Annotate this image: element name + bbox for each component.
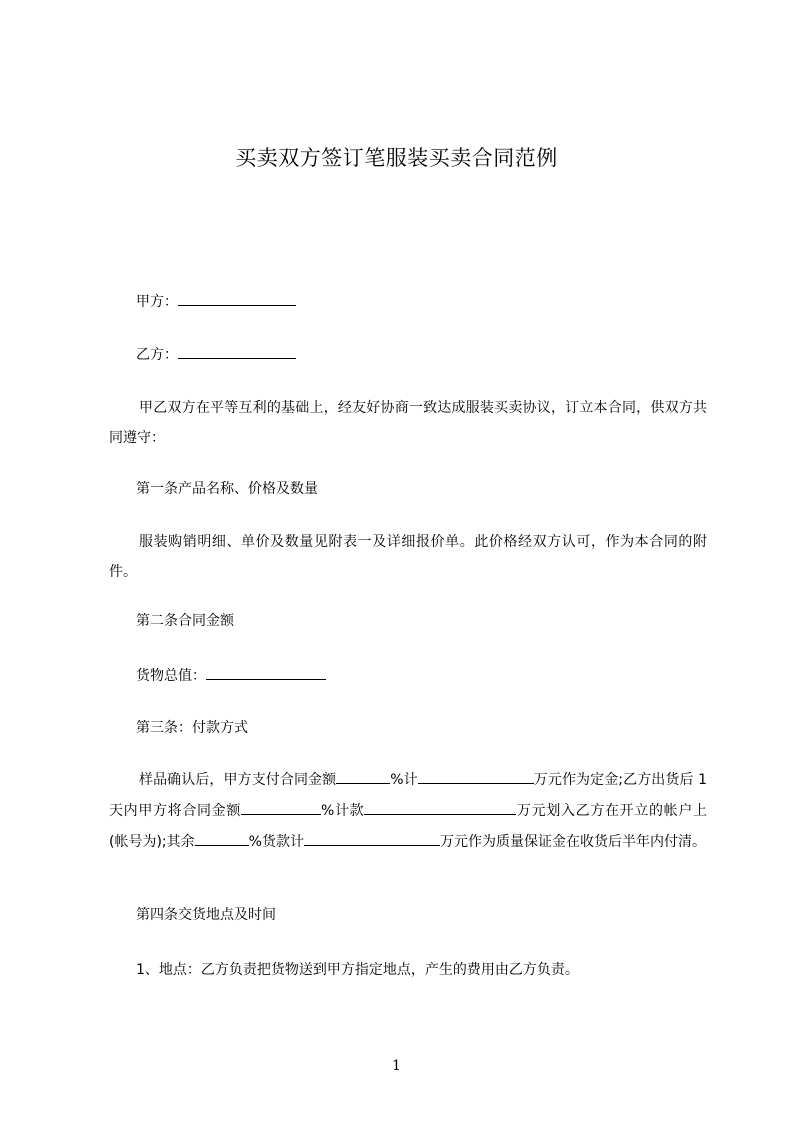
payment-text-3: 万元作为定金;乙方出货后 1 天内甲方将合同金额 — [109, 772, 707, 819]
balance-amount-blank[interactable] — [304, 831, 440, 846]
article1-body: 服装购销明细、单价及数量见附表一及详细报价单。此价格经双方认可，作为本合同的附件。 — [109, 534, 707, 580]
party-b-label: 乙方： — [136, 347, 178, 363]
balance-percent-blank[interactable] — [195, 831, 249, 846]
article2-heading: 第二条合同金额 — [136, 613, 234, 629]
deposit-percent-blank[interactable] — [336, 769, 390, 784]
party-a-label: 甲方： — [136, 294, 178, 310]
document-title: 买卖双方签订笔服装买卖合同范例 — [235, 146, 558, 170]
party-a-blank[interactable] — [178, 291, 296, 306]
payment-percent-blank[interactable] — [241, 800, 321, 815]
payment-paragraph — [109, 765, 707, 858]
article3-heading: 第三条：付款方式 — [136, 720, 248, 736]
total-value-blank[interactable] — [206, 665, 326, 680]
article1-heading: 第一条产品名称、价格及数量 — [136, 481, 318, 497]
delivery-place: 1、地点：乙方负责把货物送到甲方指定地点，产生的费用由乙方负责。 — [136, 962, 579, 978]
page-number: 1 — [392, 1058, 401, 1074]
article4-heading: 第四条交货地点及时间 — [136, 907, 276, 923]
party-a-line — [136, 291, 296, 312]
total-value-line — [136, 665, 326, 686]
total-value-label: 货物总值： — [136, 668, 206, 684]
payment-text-1: 样品确认后，甲方支付合同金额 — [139, 772, 337, 788]
payment-text-4: %计款 — [321, 803, 365, 819]
payment-text-2: %计 — [390, 772, 418, 788]
payment-amount-blank[interactable] — [364, 800, 516, 815]
payment-text-7: 万元作为质量保证金在收货后半年内付清。 — [439, 834, 706, 850]
deposit-amount-blank[interactable] — [418, 769, 534, 784]
party-b-line — [136, 344, 296, 365]
payment-text-6: %货款计 — [248, 834, 304, 850]
payment-text-5: 万元划入乙方在开立的帐户上(帐号为);其余 — [109, 803, 708, 850]
party-b-blank[interactable] — [178, 344, 296, 359]
intro-paragraph: 甲乙双方在平等互利的基础上，经友好协商一致达成服装买卖协议，订立本合同，供双方共同遵守： — [109, 400, 707, 446]
